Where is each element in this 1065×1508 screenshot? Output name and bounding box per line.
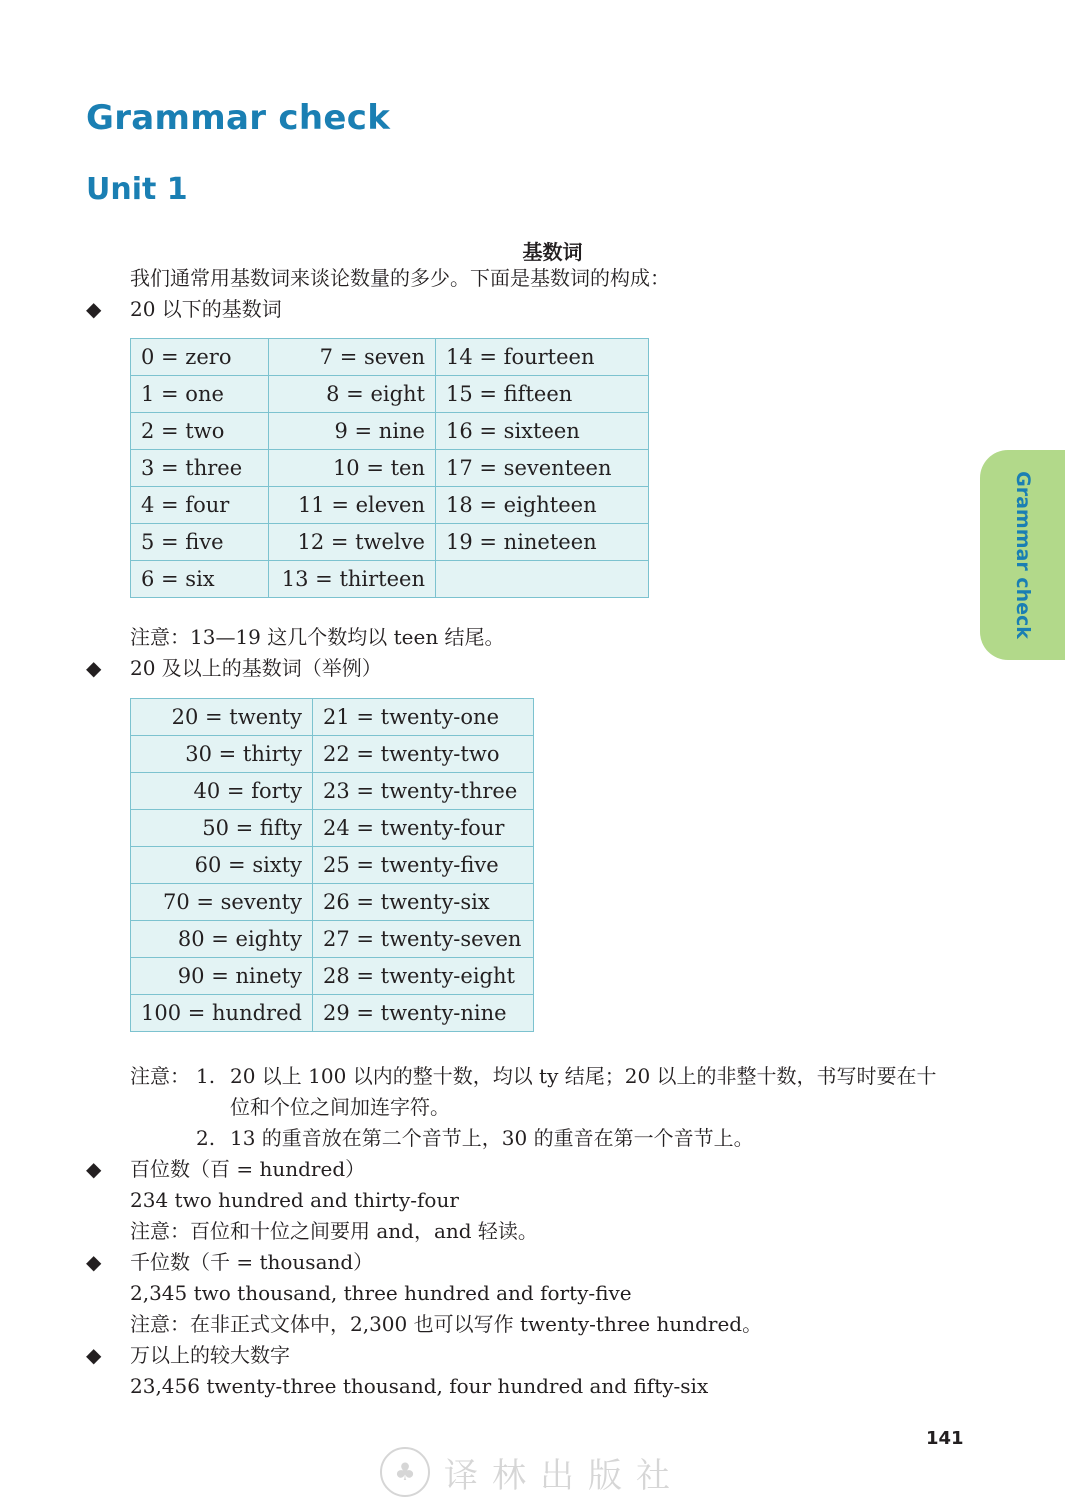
table-cell: 9 = nine [269,413,436,450]
note-ty-number-1: 1. [196,1064,216,1088]
bullet-icon: ◆ [86,1157,102,1181]
bullet-icon: ◆ [86,297,102,321]
section-title: 基数词 [522,240,583,264]
table-row [131,699,534,736]
table-cell: 24 = twenty-four [312,810,533,847]
tree-logo-icon: ♣ [380,1447,430,1497]
note-hundred: 注意：百位和十位之间要用 and，and 轻读。 [130,1219,538,1243]
table-cell: 60 = sixty [131,847,313,884]
table-cell: 80 = eighty [131,921,313,958]
table-cell: 50 = fifty [131,810,313,847]
table-row [131,884,534,921]
table-cell: 13 = thirteen [269,561,436,598]
table-cell: 16 = sixteen [436,413,649,450]
table-cell: 0 = zero [131,339,269,376]
table-cell: 2 = two [131,413,269,450]
table-row [131,413,649,450]
example-thousand: 2,345 two thousand, three hundred and forty-five [130,1281,632,1305]
table-cell: 28 = twenty-eight [312,958,533,995]
table-cell: 6 = six [131,561,269,598]
table-cell: 27 = twenty-seven [312,921,533,958]
note-ty-label: 注意： [130,1064,190,1088]
intro-text: 我们通常用基数词来谈论数量的多少。下面是基数词的构成： [130,266,670,290]
side-tab-label: Grammar check [1011,471,1034,639]
bullet-icon: ◆ [86,1343,102,1367]
table-cell: 22 = twenty-two [312,736,533,773]
table-cell: 11 = eleven [269,487,436,524]
table-cell: 90 = ninety [131,958,313,995]
table-row [131,810,534,847]
example-hundred: 234 two hundred and thirty-four [130,1188,459,1212]
publisher-name: 译林出版社 [444,1455,684,1496]
table-row [131,450,649,487]
bullet-icon: ◆ [86,1250,102,1274]
bullet-icon: ◆ [86,656,102,680]
page-heading: Grammar check [86,98,391,138]
table-cell: 7 = seven [269,339,436,376]
note-ty-text-2: 13 的重音放在第二个音节上，30 的重音在第一个音节上。 [230,1126,754,1150]
table-cell: 12 = twelve [269,524,436,561]
table-cell: 4 = four [131,487,269,524]
table-cell: 15 = fifteen [436,376,649,413]
table-row [131,847,534,884]
table-cell: 8 = eight [269,376,436,413]
table-cell: 30 = thirty [131,736,313,773]
table-cell: 100 = hundred [131,995,313,1032]
table-row [131,921,534,958]
example-large-number: 23,456 twenty-three thousand, four hundred and fifty-six [130,1374,709,1398]
table-row [131,773,534,810]
bullet-heading-under-20: 20 以下的基数词 [130,297,282,321]
table-numbers-20-plus [130,698,534,1032]
publisher-watermark [380,1447,684,1497]
bullet-heading-hundred: 百位数（百 = hundred） [130,1157,366,1181]
table-cell: 5 = five [131,524,269,561]
table-numbers-under-20 [130,338,649,598]
table-cell: 19 = nineteen [436,524,649,561]
bullet-heading-large-numbers: 万以上的较大数字 [130,1343,290,1367]
table-row [131,958,534,995]
table-row [131,561,649,598]
note-teen: 注意：13—19 这几个数均以 teen 结尾。 [130,625,505,649]
table-row [131,339,649,376]
table-row [131,736,534,773]
table-row [131,487,649,524]
bullet-heading-20-plus: 20 及以上的基数词（举例） [130,656,382,680]
table-row [131,376,649,413]
table-cell: 40 = forty [131,773,313,810]
side-tab [980,450,1065,660]
note-ty-text-1b: 位和个位之间加连字符。 [230,1095,450,1119]
note-thousand: 注意：在非正式文体中，2,300 也可以写作 twenty-three hundred。 [130,1312,763,1336]
table-cell: 18 = eighteen [436,487,649,524]
table-cell: 17 = seventeen [436,450,649,487]
table-cell: 10 = ten [269,450,436,487]
table-row [131,524,649,561]
note-ty-number-2: 2. [196,1126,216,1150]
table-cell: 23 = twenty-three [312,773,533,810]
table-cell: 25 = twenty-five [312,847,533,884]
table-cell: 21 = twenty-one [312,699,533,736]
table-cell: 14 = fourteen [436,339,649,376]
table-cell [436,561,649,598]
table-cell: 1 = one [131,376,269,413]
table-cell: 70 = seventy [131,884,313,921]
table-cell: 20 = twenty [131,699,313,736]
table-cell: 29 = twenty-nine [312,995,533,1032]
table-cell: 3 = three [131,450,269,487]
table-cell: 26 = twenty-six [312,884,533,921]
table-row [131,995,534,1032]
unit-title: Unit 1 [86,172,188,207]
page-number: 141 [926,1428,964,1449]
bullet-heading-thousand: 千位数（千 = thousand） [130,1250,374,1274]
note-ty-text-1a: 20 以上 100 以内的整十数，均以 ty 结尾；20 以上的非整十数，书写时要在十 [230,1064,937,1088]
